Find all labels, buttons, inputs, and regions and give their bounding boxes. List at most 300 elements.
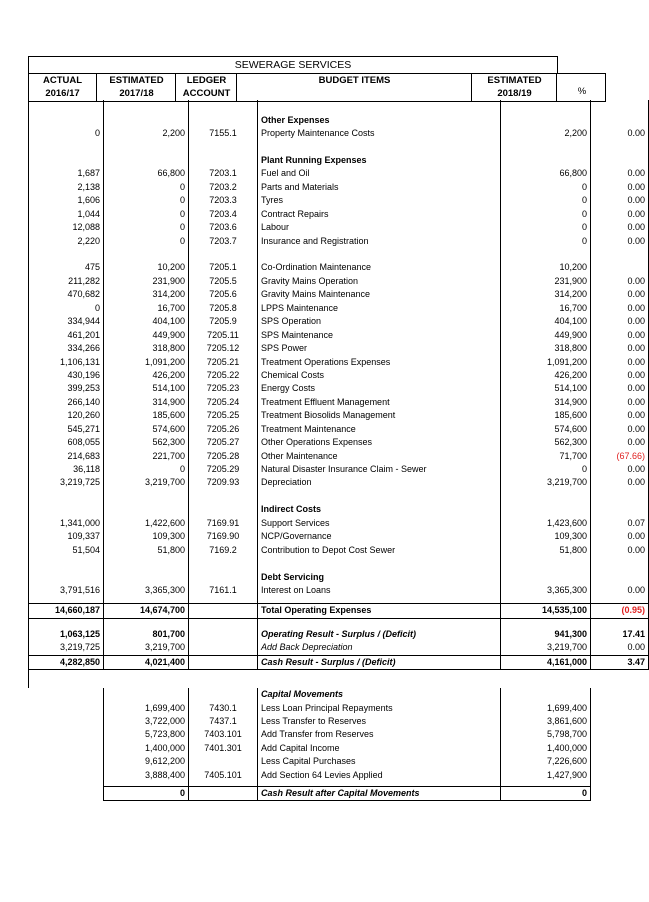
cell-percent-change: 0.00 (591, 275, 649, 288)
cell-actual-2016-17 (29, 503, 104, 516)
cell-percent-change: (0.95) (591, 604, 649, 618)
cell-estimated-2017-18 (104, 140, 189, 153)
cell-estimated-2017-18: 314,900 (104, 396, 189, 409)
cell-estimated-2017-18: 562,300 (104, 436, 189, 449)
cell-ledger-account: 7203.4 (189, 208, 258, 221)
cell-actual-2016-17: 430,196 (29, 369, 104, 382)
cell-estimated-2018-19: 426,200 (501, 369, 591, 382)
cell-actual-2016-17: 475 (29, 261, 104, 274)
cell-actual-2016-17: 4,282,850 (29, 655, 104, 669)
cell-actual-2016-17: 461,201 (29, 328, 104, 341)
cell-actual-2016-17: 1,106,131 (29, 355, 104, 368)
table-row (29, 261, 649, 274)
cell-estimated-2018-19 (501, 100, 591, 113)
cell-ledger-account (189, 604, 258, 618)
cell-ledger-account: 7205.25 (189, 409, 258, 422)
cell-percent-change (591, 248, 649, 261)
table-row (29, 728, 649, 741)
table-row (29, 194, 649, 207)
cell-estimated-2018-19: 0 (501, 208, 591, 221)
cell-estimated-2018-19: 71,700 (501, 449, 591, 462)
cell-actual-2016-17: 214,683 (29, 449, 104, 462)
cell-estimated-2017-18: 1,091,200 (104, 355, 189, 368)
cell-actual-2016-17 (29, 140, 104, 153)
cell-estimated-2017-18: 318,800 (104, 342, 189, 355)
cell-estimated-2017-18: 109,300 (104, 530, 189, 543)
cell-ledger-account (189, 669, 258, 688)
cell-budget-item: Total Operating Expenses (258, 604, 501, 618)
cell-budget-item (258, 490, 501, 503)
header-percent (558, 74, 606, 101)
cell-budget-item: Energy Costs (258, 382, 501, 395)
cell-estimated-2018-19: 0 (501, 787, 591, 801)
cell-ledger-account: 7205.21 (189, 355, 258, 368)
table-row (29, 315, 649, 328)
cell-estimated-2017-18: 1,400,000 (104, 742, 189, 755)
header-actual (29, 74, 97, 101)
cell-estimated-2017-18: 2,200 (104, 127, 189, 140)
table-row (29, 100, 649, 113)
cell-ledger-account: 7405.101 (189, 769, 258, 782)
cell-percent-change: 0.00 (591, 543, 649, 556)
cell-estimated-2018-19: 449,900 (501, 328, 591, 341)
cell-percent-change (591, 769, 649, 782)
cell-budget-item: Cash Result - Surplus / (Deficit) (258, 655, 501, 669)
cell-actual-2016-17: 211,282 (29, 275, 104, 288)
cell-actual-2016-17: 0 (29, 302, 104, 315)
cell-actual-2016-17 (29, 728, 104, 741)
cell-ledger-account: 7169.90 (189, 530, 258, 543)
cell-estimated-2017-18 (104, 618, 189, 628)
table-row (29, 655, 649, 669)
cell-estimated-2017-18: 426,200 (104, 369, 189, 382)
cell-ledger-account: 7205.11 (189, 328, 258, 341)
cell-budget-item: Treatment Maintenance (258, 423, 501, 436)
cell-ledger-account (189, 154, 258, 167)
cell-ledger-account: 7155.1 (189, 127, 258, 140)
cell-ledger-account: 7205.29 (189, 463, 258, 476)
cell-actual-2016-17 (29, 100, 104, 113)
cell-budget-item: Parts and Materials (258, 181, 501, 194)
cell-budget-item: Plant Running Expenses (258, 154, 501, 167)
cell-ledger-account: 7169.91 (189, 517, 258, 530)
cell-budget-item: Treatment Biosolids Management (258, 409, 501, 422)
cell-actual-2016-17: 1,687 (29, 167, 104, 180)
cell-budget-item (258, 618, 501, 628)
cell-ledger-account: 7205.6 (189, 288, 258, 301)
cell-budget-item: Natural Disaster Insurance Claim - Sewer (258, 463, 501, 476)
cell-budget-item (258, 669, 501, 688)
cell-estimated-2018-19: 0 (501, 234, 591, 247)
cell-estimated-2017-18: 449,900 (104, 328, 189, 341)
cell-actual-2016-17: 109,337 (29, 530, 104, 543)
cell-estimated-2017-18: 1,422,600 (104, 517, 189, 530)
cell-budget-item: Insurance and Registration (258, 234, 501, 247)
cell-percent-change (591, 140, 649, 153)
table-row (29, 787, 649, 801)
cell-estimated-2017-18 (104, 669, 189, 688)
cell-ledger-account: 7205.22 (189, 369, 258, 382)
cell-actual-2016-17 (29, 113, 104, 126)
cell-ledger-account: 7205.24 (189, 396, 258, 409)
cell-percent-change: 0.00 (591, 355, 649, 368)
cell-percent-change (591, 728, 649, 741)
table-row (29, 503, 649, 516)
budget-table (28, 100, 649, 801)
cell-percent-change (591, 113, 649, 126)
table-row (29, 355, 649, 368)
cell-budget-item: Co-Ordination Maintenance (258, 261, 501, 274)
cell-estimated-2017-18 (104, 490, 189, 503)
cell-estimated-2018-19: 1,423,600 (501, 517, 591, 530)
cell-ledger-account: 7401.301 (189, 742, 258, 755)
cell-percent-change: 0.00 (591, 328, 649, 341)
cell-budget-item: Less Loan Principal Repayments (258, 701, 501, 714)
cell-ledger-account: 7209.93 (189, 476, 258, 489)
cell-ledger-account: 7203.1 (189, 167, 258, 180)
cell-percent-change: 0.00 (591, 382, 649, 395)
cell-budget-item: Contract Repairs (258, 208, 501, 221)
cell-budget-item (258, 140, 501, 153)
cell-ledger-account: 7161.1 (189, 584, 258, 597)
cell-estimated-2018-19 (501, 113, 591, 126)
cell-estimated-2018-19: 7,226,600 (501, 755, 591, 768)
cell-actual-2016-17: 0 (29, 127, 104, 140)
cell-estimated-2018-19: 318,800 (501, 342, 591, 355)
cell-budget-item (258, 248, 501, 261)
cell-estimated-2018-19 (501, 570, 591, 583)
cell-percent-change: 0.00 (591, 181, 649, 194)
cell-ledger-account (189, 755, 258, 768)
cell-estimated-2017-18: 14,674,700 (104, 604, 189, 618)
cell-actual-2016-17: 608,055 (29, 436, 104, 449)
cell-ledger-account (189, 503, 258, 516)
cell-budget-item: Gravity Mains Operation (258, 275, 501, 288)
cell-percent-change: 0.00 (591, 409, 649, 422)
cell-ledger-account: 7205.1 (189, 261, 258, 274)
cell-percent-change: (67.66) (591, 449, 649, 462)
cell-estimated-2017-18: 0 (104, 221, 189, 234)
cell-estimated-2017-18: 801,700 (104, 628, 189, 641)
cell-budget-item: Add Back Depreciation (258, 641, 501, 655)
cell-estimated-2017-18: 9,612,200 (104, 755, 189, 768)
cell-actual-2016-17: 3,219,725 (29, 641, 104, 655)
cell-estimated-2018-19 (501, 688, 591, 701)
cell-estimated-2018-19: 574,600 (501, 423, 591, 436)
cell-budget-item: Treatment Effluent Management (258, 396, 501, 409)
cell-actual-2016-17: 120,260 (29, 409, 104, 422)
table-row (29, 449, 649, 462)
cell-ledger-account: 7437.1 (189, 715, 258, 728)
cell-estimated-2017-18: 185,600 (104, 409, 189, 422)
table-row (29, 342, 649, 355)
header-ledger-account: ACCOUNT (182, 87, 231, 99)
cell-percent-change: 0.00 (591, 127, 649, 140)
cell-budget-item (258, 100, 501, 113)
cell-budget-item: Add Transfer from Reserves (258, 728, 501, 741)
cell-estimated-2018-19: 1,427,900 (501, 769, 591, 782)
table-row (29, 369, 649, 382)
cell-estimated-2018-19 (501, 490, 591, 503)
cell-actual-2016-17 (29, 787, 104, 801)
cell-estimated-2018-19: 0 (501, 221, 591, 234)
cell-actual-2016-17: 3,219,725 (29, 476, 104, 489)
cell-estimated-2017-18: 3,888,400 (104, 769, 189, 782)
cell-actual-2016-17: 545,271 (29, 423, 104, 436)
cell-percent-change (591, 154, 649, 167)
cell-percent-change: 0.00 (591, 288, 649, 301)
cell-estimated-2018-19: 3,219,700 (501, 641, 591, 655)
cell-estimated-2018-19: 10,200 (501, 261, 591, 274)
cell-ledger-account: 7403.101 (189, 728, 258, 741)
cell-estimated-2017-18: 221,700 (104, 449, 189, 462)
table-row (29, 604, 649, 618)
cell-actual-2016-17: 12,088 (29, 221, 104, 234)
cell-percent-change (591, 557, 649, 570)
cell-estimated-2018-19: 514,100 (501, 382, 591, 395)
table-row (29, 701, 649, 714)
cell-estimated-2017-18 (104, 503, 189, 516)
cell-estimated-2017-18: 514,100 (104, 382, 189, 395)
table-row (29, 742, 649, 755)
cell-actual-2016-17 (29, 248, 104, 261)
cell-estimated-2017-18: 0 (104, 234, 189, 247)
cell-estimated-2017-18: 51,800 (104, 543, 189, 556)
table-row (29, 113, 649, 126)
cell-actual-2016-17: 14,660,187 (29, 604, 104, 618)
cell-budget-item: SPS Maintenance (258, 328, 501, 341)
cell-ledger-account: 7169.2 (189, 543, 258, 556)
cell-percent-change: 0.00 (591, 315, 649, 328)
table-row (29, 248, 649, 261)
cell-estimated-2017-18 (104, 154, 189, 167)
cell-actual-2016-17: 334,944 (29, 315, 104, 328)
cell-percent-change: 0.00 (591, 221, 649, 234)
cell-estimated-2018-19: 562,300 (501, 436, 591, 449)
cell-estimated-2018-19: 3,861,600 (501, 715, 591, 728)
table-row (29, 769, 649, 782)
cell-actual-2016-17 (29, 755, 104, 768)
cell-estimated-2018-19: 231,900 (501, 275, 591, 288)
cell-percent-change: 0.00 (591, 167, 649, 180)
cell-budget-item: Debt Servicing (258, 570, 501, 583)
cell-estimated-2018-19: 185,600 (501, 409, 591, 422)
table-row (29, 641, 649, 655)
cell-budget-item: Depreciation (258, 476, 501, 489)
cell-ledger-account: 7205.26 (189, 423, 258, 436)
cell-actual-2016-17 (29, 490, 104, 503)
header-ledger-label: LEDGER (186, 75, 227, 86)
table-row (29, 275, 649, 288)
cell-estimated-2018-19 (501, 140, 591, 153)
cell-estimated-2017-18: 3,219,700 (104, 476, 189, 489)
cell-estimated-2018-19 (501, 557, 591, 570)
cell-budget-item: Treatment Operations Expenses (258, 355, 501, 368)
cell-estimated-2017-18 (104, 557, 189, 570)
table-row (29, 382, 649, 395)
table-row (29, 530, 649, 543)
cell-estimated-2018-19: 66,800 (501, 167, 591, 180)
cell-actual-2016-17 (29, 769, 104, 782)
header-ledger (177, 74, 237, 101)
cell-budget-item: Other Expenses (258, 113, 501, 126)
cell-actual-2016-17: 36,118 (29, 463, 104, 476)
cell-actual-2016-17: 334,266 (29, 342, 104, 355)
cell-budget-item: Less Capital Purchases (258, 755, 501, 768)
cell-budget-item: SPS Operation (258, 315, 501, 328)
header-estimated-new (473, 74, 557, 101)
cell-estimated-2018-19: 0 (501, 194, 591, 207)
cell-estimated-2017-18: 3,219,700 (104, 641, 189, 655)
cell-actual-2016-17 (29, 715, 104, 728)
cell-percent-change: 0.00 (591, 476, 649, 489)
cell-ledger-account: 7205.28 (189, 449, 258, 462)
cell-percent-change: 0.00 (591, 530, 649, 543)
table-row (29, 208, 649, 221)
cell-budget-item: Cash Result after Capital Movements (258, 787, 501, 801)
cell-percent-change (591, 261, 649, 274)
cell-budget-item: Chemical Costs (258, 369, 501, 382)
table-row (29, 584, 649, 597)
cell-ledger-account (189, 100, 258, 113)
cell-ledger-account (189, 248, 258, 261)
cell-estimated-2017-18: 574,600 (104, 423, 189, 436)
cell-ledger-account: 7203.6 (189, 221, 258, 234)
cell-percent-change (591, 787, 649, 801)
table-row (29, 396, 649, 409)
header-percent-label: % (577, 86, 587, 97)
cell-budget-item: Contribution to Depot Cost Sewer (258, 543, 501, 556)
cell-estimated-2017-18: 66,800 (104, 167, 189, 180)
cell-ledger-account: 7203.2 (189, 181, 258, 194)
cell-estimated-2017-18 (104, 100, 189, 113)
cell-estimated-2017-18: 0 (104, 208, 189, 221)
cell-actual-2016-17: 266,140 (29, 396, 104, 409)
table-row (29, 463, 649, 476)
budget-sheet (28, 56, 645, 799)
cell-actual-2016-17 (29, 742, 104, 755)
cell-estimated-2018-19 (501, 618, 591, 628)
cell-estimated-2017-18 (104, 570, 189, 583)
cell-actual-2016-17: 2,138 (29, 181, 104, 194)
cell-actual-2016-17 (29, 618, 104, 628)
cell-budget-item: Less Transfer to Reserves (258, 715, 501, 728)
cell-estimated-2017-18 (104, 688, 189, 701)
table-row (29, 154, 649, 167)
cell-budget-item: Indirect Costs (258, 503, 501, 516)
cell-estimated-2018-19: 16,700 (501, 302, 591, 315)
cell-ledger-account: 7205.12 (189, 342, 258, 355)
cell-actual-2016-17 (29, 154, 104, 167)
cell-ledger-account: 7205.5 (189, 275, 258, 288)
cell-estimated-2017-18: 1,699,400 (104, 701, 189, 714)
cell-estimated-2018-19 (501, 248, 591, 261)
cell-percent-change (591, 490, 649, 503)
cell-estimated-2017-18 (104, 248, 189, 261)
cell-estimated-2018-19: 1,699,400 (501, 701, 591, 714)
table-row (29, 423, 649, 436)
table-row (29, 436, 649, 449)
cell-actual-2016-17: 3,791,516 (29, 584, 104, 597)
cell-estimated-2018-19: 3,365,300 (501, 584, 591, 597)
cell-budget-item: Interest on Loans (258, 584, 501, 597)
table-row (29, 688, 649, 701)
table-row (29, 715, 649, 728)
header-estimated-prev (98, 74, 176, 101)
cell-estimated-2017-18: 314,200 (104, 288, 189, 301)
cell-percent-change: 17.41 (591, 628, 649, 641)
cell-ledger-account (189, 618, 258, 628)
header-estimated-prev-year: 2017/18 (119, 87, 154, 99)
cell-ledger-account: 7203.7 (189, 234, 258, 247)
cell-budget-item: Capital Movements (258, 688, 501, 701)
table-row (29, 127, 649, 140)
cell-ledger-account (189, 688, 258, 701)
cell-budget-item: SPS Power (258, 342, 501, 355)
cell-actual-2016-17 (29, 570, 104, 583)
cell-estimated-2018-19: 14,535,100 (501, 604, 591, 618)
cell-budget-item: Other Maintenance (258, 449, 501, 462)
cell-actual-2016-17: 1,063,125 (29, 628, 104, 641)
cell-ledger-account: 7205.8 (189, 302, 258, 315)
cell-percent-change: 0.00 (591, 234, 649, 247)
cell-percent-change: 0.00 (591, 194, 649, 207)
cell-percent-change (591, 715, 649, 728)
cell-actual-2016-17: 51,504 (29, 543, 104, 556)
cell-actual-2016-17: 1,341,000 (29, 517, 104, 530)
cell-percent-change (591, 570, 649, 583)
table-row (29, 409, 649, 422)
cell-ledger-account: 7205.23 (189, 382, 258, 395)
cell-budget-item: Labour (258, 221, 501, 234)
cell-ledger-account (189, 787, 258, 801)
table-row (29, 167, 649, 180)
table-row (29, 570, 649, 583)
table-row (29, 140, 649, 153)
cell-ledger-account (189, 140, 258, 153)
cell-actual-2016-17 (29, 688, 104, 701)
cell-percent-change: 0.00 (591, 436, 649, 449)
cell-estimated-2018-19 (501, 669, 591, 688)
cell-estimated-2017-18: 4,021,400 (104, 655, 189, 669)
table-row (29, 543, 649, 556)
cell-estimated-2018-19: 5,798,700 (501, 728, 591, 741)
cell-estimated-2018-19: 51,800 (501, 543, 591, 556)
cell-actual-2016-17 (29, 669, 104, 688)
header-estimated-new-year: 2018/19 (497, 87, 532, 99)
cell-actual-2016-17: 399,253 (29, 382, 104, 395)
cell-estimated-2018-19: 3,219,700 (501, 476, 591, 489)
cell-estimated-2017-18: 5,723,800 (104, 728, 189, 741)
cell-actual-2016-17: 1,044 (29, 208, 104, 221)
cell-budget-item (258, 557, 501, 570)
cell-budget-item: Property Maintenance Costs (258, 127, 501, 140)
cell-estimated-2017-18: 3,722,000 (104, 715, 189, 728)
sheet-title: SEWERAGE SERVICES (28, 56, 558, 73)
table-row (29, 328, 649, 341)
cell-estimated-2018-19 (501, 503, 591, 516)
cell-estimated-2017-18: 0 (104, 463, 189, 476)
cell-ledger-account (189, 655, 258, 669)
table-row (29, 628, 649, 641)
cell-estimated-2018-19: 1,091,200 (501, 355, 591, 368)
cell-estimated-2017-18: 16,700 (104, 302, 189, 315)
cell-estimated-2018-19: 314,200 (501, 288, 591, 301)
cell-estimated-2018-19: 0 (501, 181, 591, 194)
cell-ledger-account (189, 628, 258, 641)
header-actual-year: 2016/17 (45, 87, 80, 99)
cell-budget-item: Gravity Mains Maintenance (258, 288, 501, 301)
